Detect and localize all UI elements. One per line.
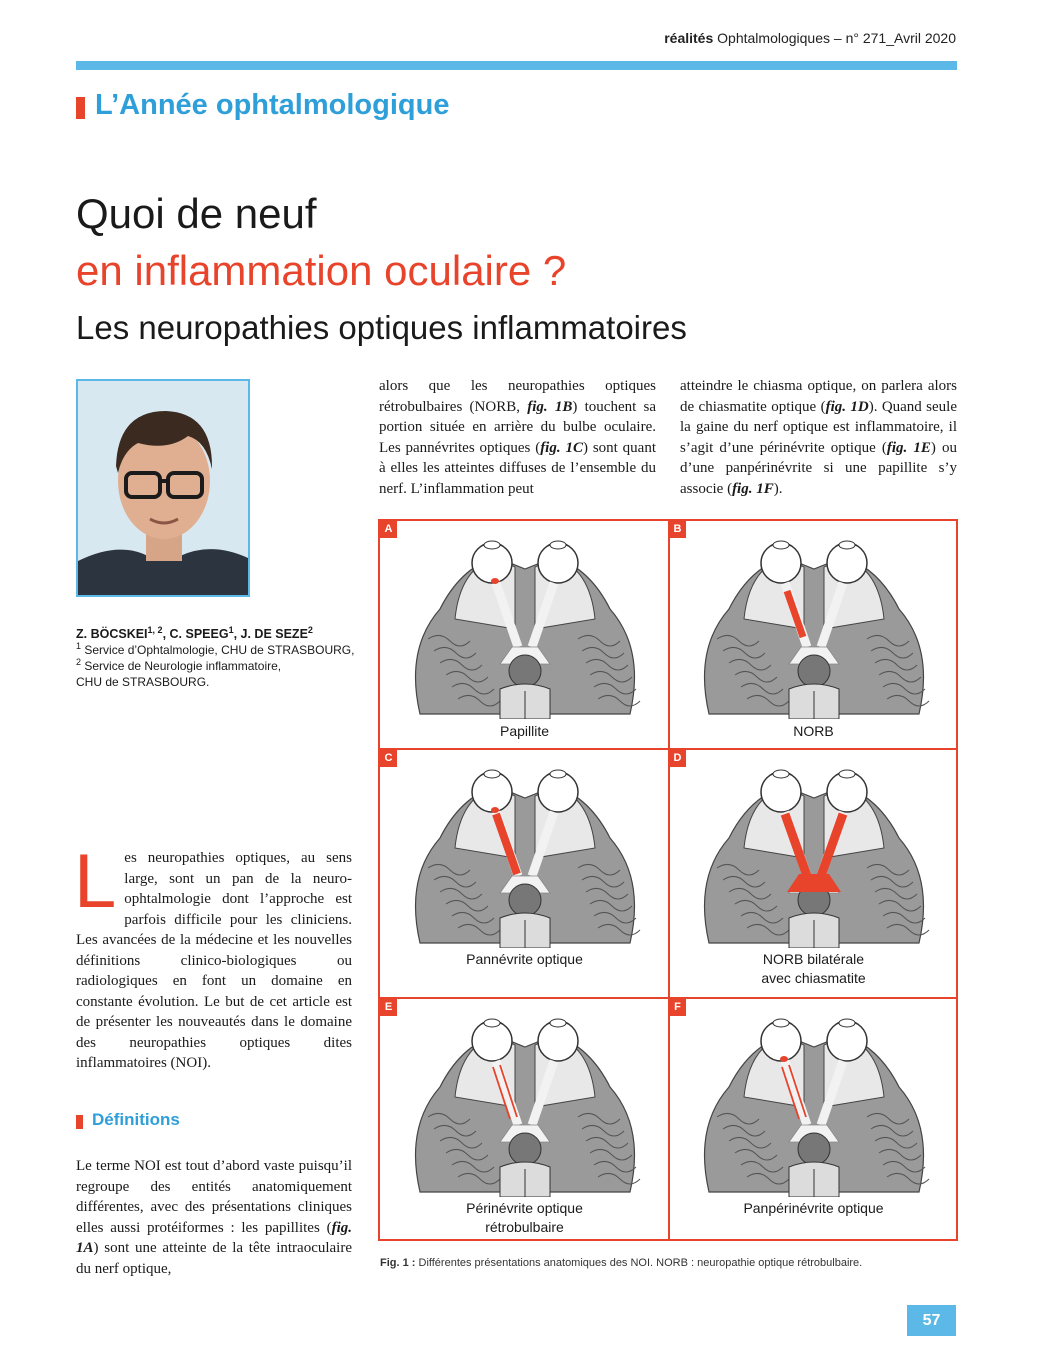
intro-text: es neuropathies optiques, au sens large, sont un pan de la neuro-ophtalmologie dont l’approche est parfois difficile pour les cliniciens. Les avancées de la médecine et les nouvelles définitions clinico-biologiques ou radiologiques en font un domaine en constante évolution. Le but de cet article est de présenter les nouveautés dans le domaine des neuropathies optiques dites inflammatoires (NOI). <box>76 850 352 1071</box>
col3-text-2: ). Quand seule la gaine du nerf optique est inflammatoire, il s’agit d’une périnévrite optique ( <box>680 398 958 456</box>
section-marker <box>76 97 85 119</box>
column-2-paragraph <box>379 376 656 499</box>
author-3-affil: 2 <box>307 624 313 635</box>
figure-caption <box>380 1257 862 1269</box>
figure-1 <box>378 519 958 1241</box>
panel-label-d: D <box>669 750 686 767</box>
figure-caption-label: Fig. 1 : <box>380 1257 416 1269</box>
author-3: , J. DE SEZE <box>233 627 308 641</box>
author-1: Z. BÖCSKEI <box>76 627 148 641</box>
affiliation-2-num: 2 <box>76 657 82 667</box>
affiliation-1-text: Service d’Ophtalmologie, CHU de STRASBOURG, <box>81 643 355 657</box>
author-2-affil: 1 <box>228 624 234 635</box>
figure-panel-a <box>380 521 669 748</box>
panel-caption-b: NORB <box>793 723 834 739</box>
author-block <box>76 626 366 690</box>
panel-caption-d-line1: NORB bilatérale <box>762 951 865 967</box>
panel-label-f: F <box>669 999 686 1016</box>
fig-ref-1f[interactable]: fig. 1F <box>732 480 774 497</box>
author-names <box>76 626 366 642</box>
author-1-affil: 1, 2 <box>147 624 163 635</box>
journal-name: réalités <box>664 30 714 46</box>
running-header <box>76 30 956 46</box>
brain-illustration-c <box>400 758 650 948</box>
fig-ref-1d[interactable]: fig. 1D <box>825 398 869 415</box>
col3-text-3: ) ou d’une panpérinévrite si une papillite s’y associe ( <box>680 439 957 497</box>
col3-text-4: ). <box>773 480 783 497</box>
col2-text-3: ) sont quant à elles les atteintes diffuses de l’ensemble du nerf. L’inflammation peut <box>379 439 657 497</box>
figure-panel-e <box>380 999 669 1239</box>
author-photo <box>76 379 250 597</box>
affiliation-2-text: Service de Neurologie inflammatoire, <box>81 659 282 673</box>
article-subtitle: Les neuropathies optiques inflammatoires <box>76 309 687 346</box>
article-title-line2: en inflammation oculaire ? <box>76 247 567 294</box>
brain-illustration-b <box>689 529 939 719</box>
def-text-1: Le terme NOI est tout d’abord vaste puisqu’il regroupe des entités anatomiquement différentes, avec des présentations cliniques elles aussi protéiformes : les papillites ( <box>76 1158 352 1236</box>
figure-caption-text: Différentes présentations anatomiques des NOI. NORB : neuropathie optique rétrobulbaire. <box>415 1257 863 1269</box>
panel-label-e: E <box>380 999 397 1016</box>
panel-caption-f: Panpérinévrite optique <box>743 1200 884 1216</box>
panel-caption-e <box>380 1199 669 1237</box>
affiliation-1-num: 1 <box>76 641 82 651</box>
panel-label-a: A <box>380 521 397 538</box>
fig-ref-1e[interactable]: fig. 1E <box>886 439 931 456</box>
column-3-paragraph <box>680 376 957 499</box>
col2-text-2: ) touchent sa portion située en arrière du bulbe oculaire. Les pannévrites optiques ( <box>379 398 657 456</box>
panel-label-b: B <box>669 521 686 538</box>
panel-label-c: C <box>380 750 397 767</box>
fig-ref-1a[interactable]: fig. 1A <box>76 1219 352 1256</box>
definitions-paragraph <box>76 1156 352 1279</box>
brain-illustration-f <box>689 1007 939 1197</box>
issue-info: Ophtalmologiques – n° 271_Avril 2020 <box>713 30 956 46</box>
panel-caption-e-line1: Périnévrite optique <box>466 1200 583 1216</box>
figure-panel-d <box>669 750 958 997</box>
page-number: 57 <box>907 1305 956 1336</box>
fig-ref-1b[interactable]: fig. 1B <box>527 398 573 415</box>
affiliation-1 <box>76 642 366 658</box>
author-2: , C. SPEEG <box>162 627 229 641</box>
brain-illustration-a <box>400 529 650 719</box>
brain-illustration-d <box>689 758 939 948</box>
figure-panel-f <box>669 999 958 1239</box>
def-text-2: ) sont une atteinte de la tête intraoculaire du nerf optique, <box>76 1240 352 1277</box>
panel-caption-d-line2: avec chiasmatite <box>761 970 866 986</box>
drop-cap: L <box>74 839 117 924</box>
panel-caption-c: Pannévrite optique <box>466 951 583 967</box>
fig-ref-1c[interactable]: fig. 1C <box>540 439 583 456</box>
col3-text-1: atteindre le chiasma optique, on parlera alors de chiasmatite optique ( <box>680 378 957 415</box>
affiliation-3: CHU de STRASBOURG. <box>76 675 210 689</box>
panel-caption-e-line2: rétrobulbaire <box>485 1219 564 1235</box>
panel-caption-d <box>669 950 958 988</box>
figure-panel-b <box>669 521 958 748</box>
panel-caption-a: Papillite <box>499 723 550 739</box>
section-title: L’Année ophtalmologique <box>95 89 450 121</box>
header-rule <box>76 61 957 70</box>
article-title-line1: Quoi de neuf <box>76 190 317 237</box>
figure-panel-c <box>380 750 669 997</box>
subsection-marker <box>76 1115 83 1129</box>
col2-text-1: alors que les neuropathies optiques rétrobulbaires (NORB, <box>379 378 656 415</box>
intro-paragraph <box>74 839 352 1074</box>
affiliation-2 <box>76 658 366 674</box>
brain-illustration-e <box>400 1007 650 1197</box>
subsection-title: Définitions <box>92 1110 180 1129</box>
